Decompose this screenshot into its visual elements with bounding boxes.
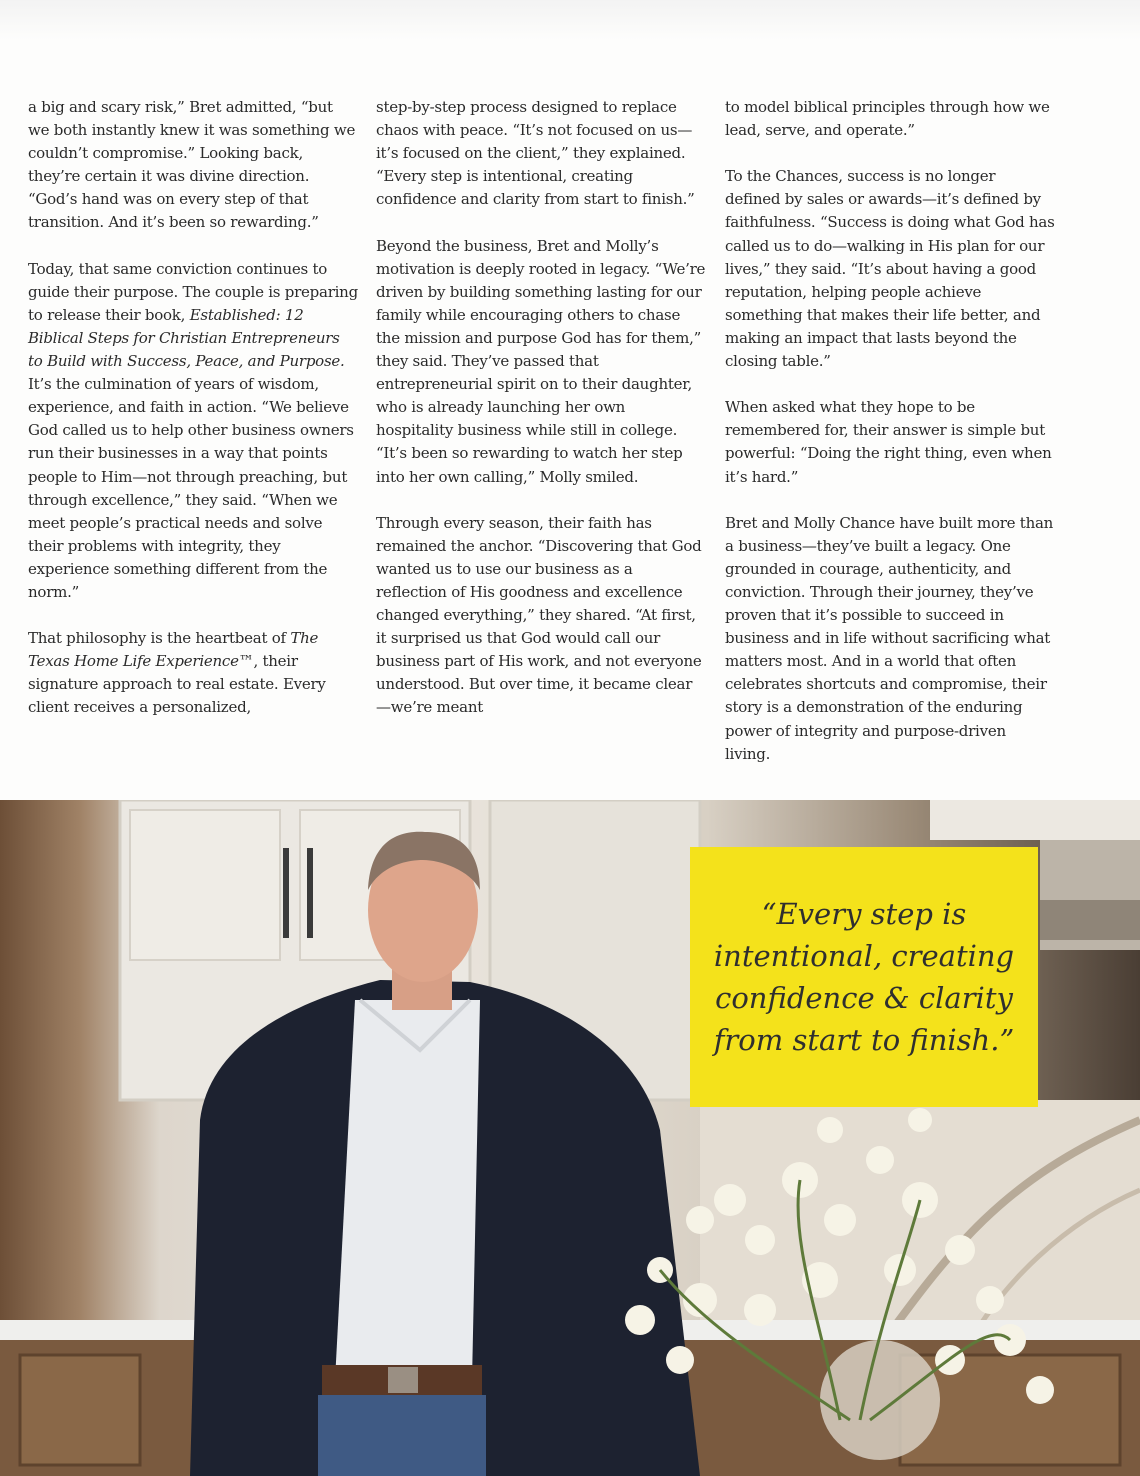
paragraph-text: It’s the culmination of years of wisdom, experience, and faith in action. “We believe God called us to help other business owners run their businesses in a way that points people to Him—not through preaching, but through excellence,” they said. “When we meet people’s practical needs and solve their problems with integrity, they experience something different from the norm.”: [28, 375, 354, 601]
article-column-1: [28, 96, 358, 743]
paragraph: Through every season, their faith has remained the anchor. “Discovering that God wanted us to use our business as a reflection of His goodness and excellence changed everything,” they shared. “At first, it surprised us that God would call our business part of His work, and not everyone understood. But over time, it became clear—we’re meant: [376, 513, 702, 717]
pull-quote-text: “Every step is intentional, creating confidence & clarity from start to finish.”: [713, 897, 1015, 1057]
paragraph: a big and scary risk,” Bret admitted, “but we both instantly knew it was something we couldn’t compromise.” Looking back, they’re certain it was divine direction. “God’s hand was on every step of that transition. And it’s been so rewarding.”: [28, 98, 356, 232]
paragraph: Bret and Molly Chance have built more than a business—they’ve built a legacy. One grounded in courage, authenticity, and conviction. Through their journey, they’ve proven that it’s possible to succeed in business and in life without sacrificing what matters most. And in a world that often celebrates shortcuts and compromise, their story is a demonstration of the enduring power of integrity and purpose-driven living.: [725, 513, 1054, 763]
paragraph: Beyond the business, Bret and Molly’s motivation is deeply rooted in legacy. “We’re driven by building something lasting for our family while encouraging others to chase the mission and purpose God has for them,” they said. They’ve passed that entrepreneurial spirit on to their daughter, who is already launching her own hospitality business while still in college. “It’s been so rewarding to watch her step into her own calling,” Molly smiled.: [376, 236, 706, 486]
article-column-3: [725, 96, 1055, 789]
page-top-shadow: [0, 0, 1140, 40]
paragraph: When asked what they hope to be remembered for, their answer is simple but powerful: “Doing the right thing, even when it’s hard.”: [725, 398, 1052, 486]
paragraph-text: Today, that same conviction continues to guide their purpose. The couple is preparing to release their book,: [28, 259, 358, 324]
paragraph-text: That philosophy is the heartbeat of: [28, 629, 291, 648]
article-column-2: [376, 96, 706, 743]
book-title: Established: 12 Biblical Steps for Christian Entrepreneurs to Build with Success, Peace, and Purpose.: [28, 305, 345, 371]
paragraph: step-by-step process designed to replace chaos with peace. “It’s not focused on us—it’s focused on the client,” they explained. “Every step is intentional, creating confidence and clarity from start to finish.”: [376, 98, 695, 209]
program-title: The Texas Home Life Experience™: [28, 629, 319, 671]
pull-quote-box: [690, 847, 1038, 1107]
paragraph-text: , their signature approach to real estate. Every client receives a personalized,: [28, 652, 326, 717]
paragraph: to model biblical principles through how we lead, serve, and operate.”: [725, 98, 1050, 140]
article-body: [28, 96, 1138, 786]
paragraph: To the Chances, success is no longer defined by sales or awards—it’s defined by faithfulness. “Success is doing what God has called us to do—walking in His plan for our lives,” they said. “It’s about having a good reputation, helping people achieve something that makes their life better, and making an impact that lasts beyond the closing table.”: [725, 167, 1055, 371]
paragraph: [28, 258, 358, 604]
paragraph: [28, 627, 358, 719]
